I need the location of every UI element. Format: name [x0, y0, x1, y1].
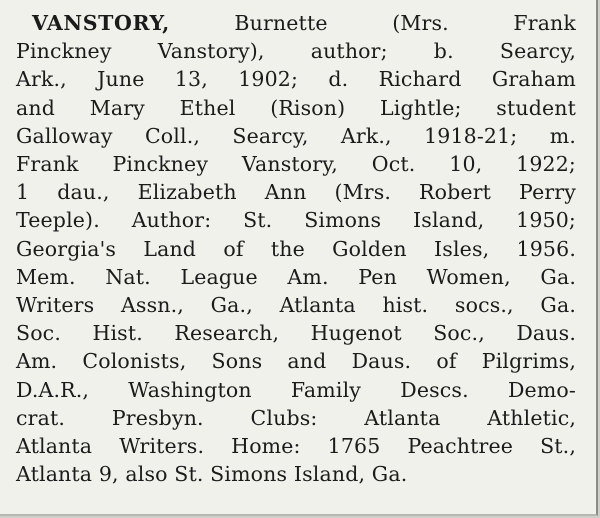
entry-line-1-text: Burnette (Mrs. Frank [234, 11, 576, 35]
entry-line-8: Teeple). Author: St. Simons Island, 1950; [16, 208, 576, 233]
biography-entry [16, 9, 576, 488]
entry-line-17: Atlanta 9, also St. Simons Island, Ga. [16, 462, 408, 487]
entry-line-5: Galloway Coll., Searcy, Ark., 1918-21; m. [16, 123, 576, 148]
entry-line-4: and Mary Ethel (Rison) Lightle; student [16, 95, 576, 120]
entry-line-2: Pinckney Vanstory), author; b. Searcy, [16, 39, 576, 64]
entry-line-3: Ark., June 13, 1902; d. Richard Graham [16, 67, 576, 92]
entry-line-10: Mem. Nat. League Am. Pen Women, Ga. [16, 264, 576, 289]
entry-line-16: Atlanta Writers. Home: 1765 Peachtree St., [16, 434, 576, 459]
entry-line-13: Am. Colonists, Sons and Daus. of Pilgrims, [16, 349, 576, 374]
entry-line-9: Georgia's Land of the Golden Isles, 1956. [16, 236, 576, 261]
entry-surname: VANSTORY, [32, 11, 170, 35]
entry-line-1 [16, 9, 576, 37]
entry-line-7: 1 dau., Elizabeth Ann (Mrs. Robert Perry [16, 180, 576, 205]
entry-line-6: Frank Pinckney Vanstory, Oct. 10, 1922; [16, 152, 576, 177]
entry-line-15: crat. Presbyn. Clubs: Atlanta Athletic, [16, 405, 576, 430]
entry-line-12: Soc. Hist. Research, Hugenot Soc., Daus. [16, 321, 576, 346]
entry-line-14: D.A.R., Washington Family Descs. Demo- [16, 377, 576, 402]
entry-line-11: Writers Assn., Ga., Atlanta hist. socs., Ga. [16, 293, 576, 318]
